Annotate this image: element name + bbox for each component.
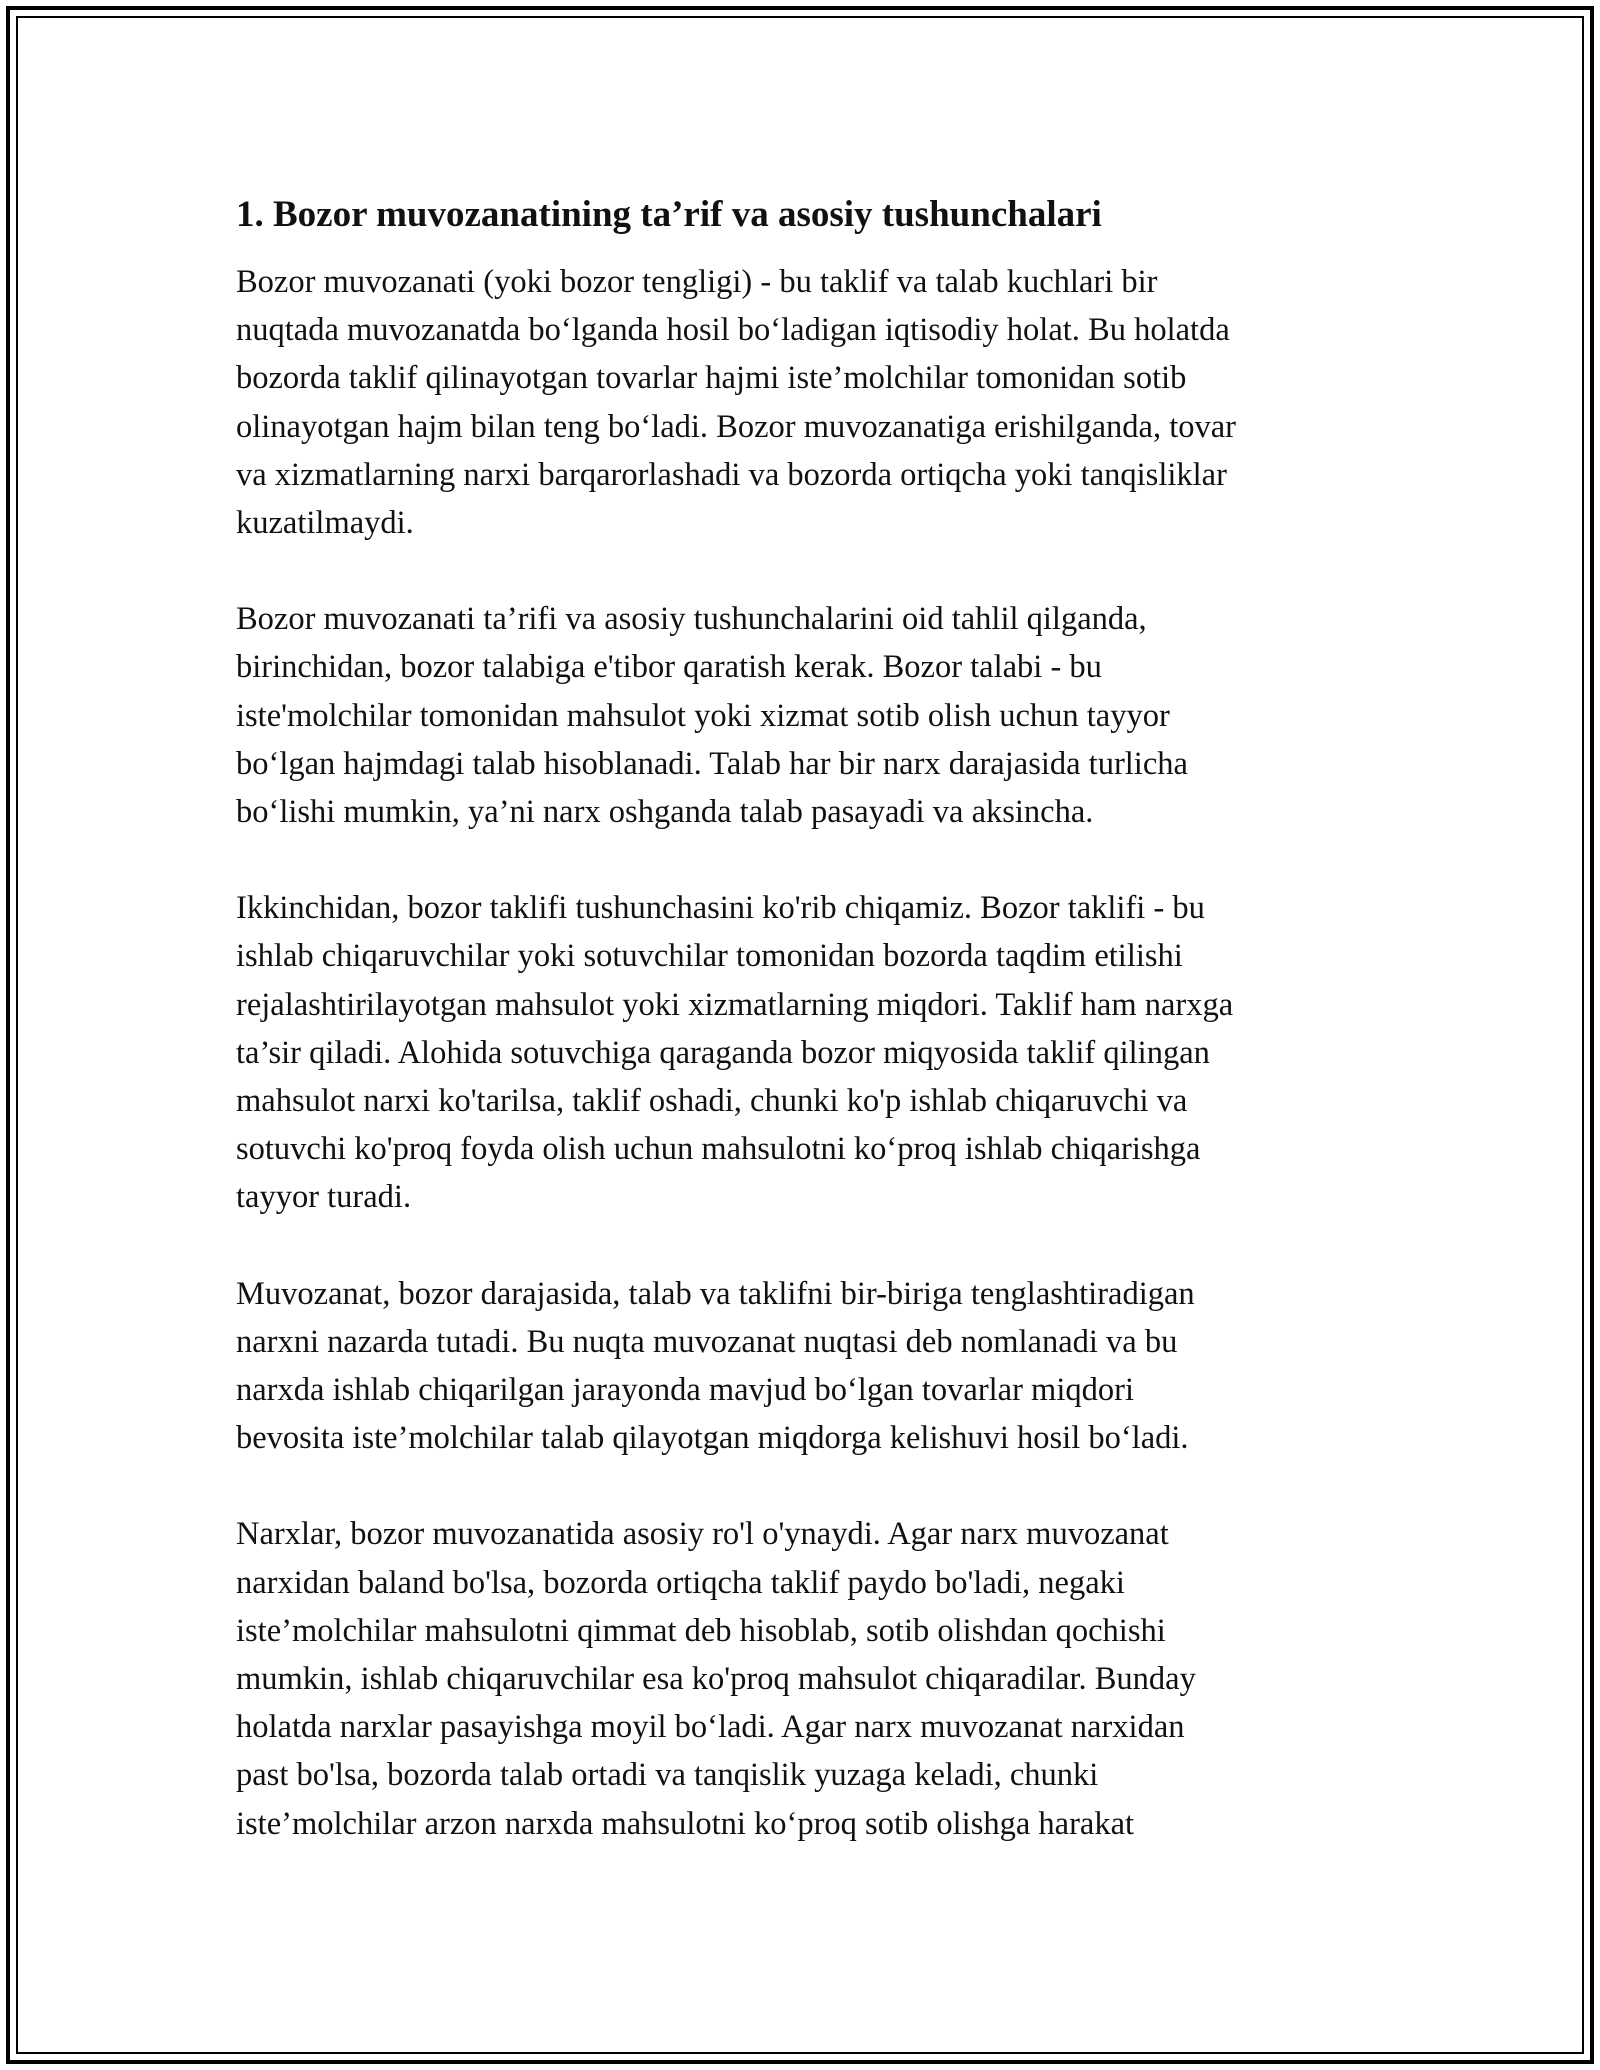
paragraph-definition: Bozor muvozanati (yoki bozor tengligi) - bu taklif va talab kuchlari bir nuqtada muvozanatda bo‘lganda hosil bo‘ladigan iqtisodiy holat. Bu holatda bozorda taklif qilinayotgan tovarlar hajmi iste’molchilar tomonidan sotib olinayotgan hajm bilan teng bo‘ladi. Bozor muvozanatiga erishilganda, tovar va xizmatlarning narxi barqarorlashadi va bozorda ortiqcha yoki tanqisliklar kuzatilmaydi. — [236, 264, 1236, 542]
section-heading: 1. Bozor muvozanatining ta’rif va asosiy tushunchalari — [236, 194, 1102, 235]
paragraph-supply: Ikkinchidan, bozor taklifi tushunchasini ko'rib chiqamiz. Bozor taklifi - bu ishlab chiqaruvchilar yoki sotuvchilar tomonidan bozorda taqdim etilishi rejalashtirilayotgan mahsulot yoki xizmatlarning miqdori. Taklif ham narxga ta’sir qiladi. Alohida sotuvchiga qaraganda bozor miqyosida taklif qilingan mahsulot narxi ko'tarilsa, taklif oshadi, chunki ko'p ishlab chiqaruvchi va sotuvchi ko'proq foyda olish uchun mahsulotni ko‘proq ishlab chiqarishga tayyor turadi. — [236, 890, 1234, 1216]
paragraph-equilibrium: Muvozanat, bozor darajasida, talab va taklifni bir-biriga tenglashtiradigan narxni nazarda tutadi. Bu nuqta muvozanat nuqtasi deb nomlanadi va bu narxda ishlab chiqarilgan jarayonda mavjud bo‘lgan tovarlar miqdori bevosita iste’molchilar talab qilayotgan miqdorga kelishuvi hosil bo‘ladi. — [236, 1275, 1195, 1457]
paragraph-prices: Narxlar, bozor muvozanatida asosiy ro'l o'ynaydi. Agar narx muvozanat narxidan baland bo'lsa, bozorda ortiqcha taklif paydo bo'ladi, negaki iste’molchilar mahsulotni qimmat deb hisoblab, sotib olishdan qochishi mumkin, ishlab chiqaruvchilar esa ko'proq mahsulot chiqaradilar. Bunday holatda narxlar pasayishga moyil bo‘ladi. Agar narx muvozanat narxidan past bo'lsa, bozorda talab ortadi va tanqislik yuzaga keladi, chunki iste’molchilar arzon narxda mahsulotni ko‘proq sotib olishga harakat — [236, 1516, 1196, 1842]
document-body — [236, 186, 1376, 1848]
paragraph-demand: Bozor muvozanati ta’rifi va asosiy tushunchalarini oid tahlil qilganda, birinchidan, bozor talabiga e'tibor qaratish kerak. Bozor talabi - bu iste'molchilar tomonidan mahsulot yoki xizmat sotib olish uchun tayyor bo‘lgan hajmdagi talab hisoblanadi. Talab har bir narx darajasida turlicha bo‘lishi mumkin, ya’ni narx oshganda talab pasayadi va aksincha. — [236, 601, 1188, 831]
